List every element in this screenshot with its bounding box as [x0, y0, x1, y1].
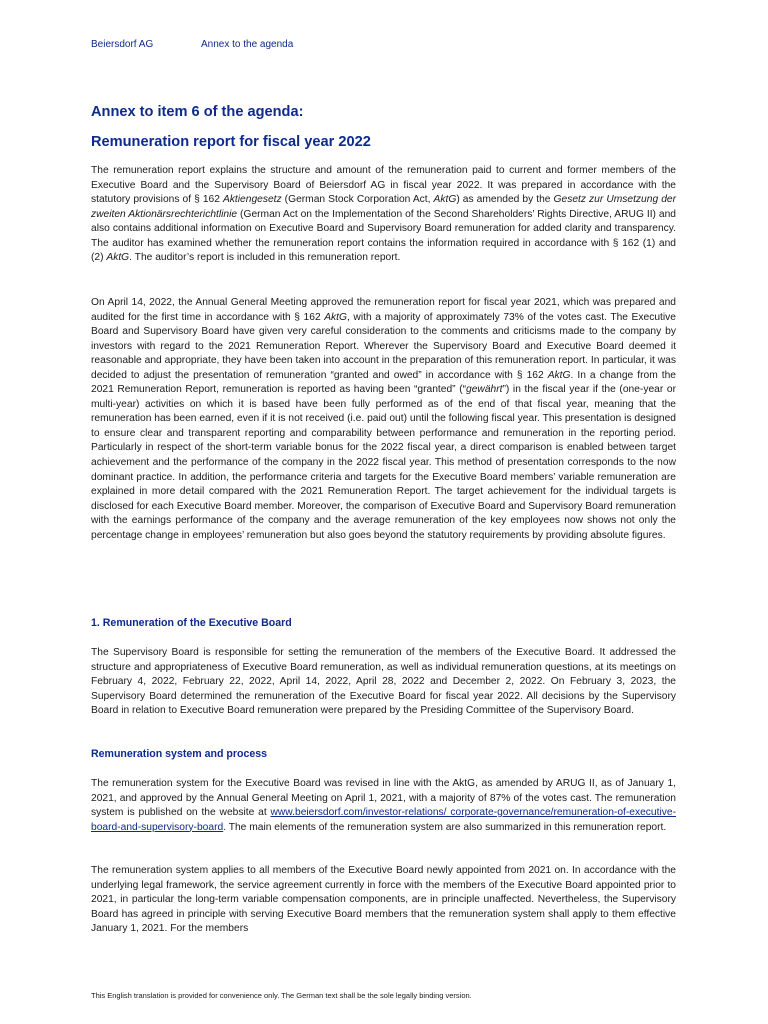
- section-heading: 1. Remuneration of the Executive Board: [91, 617, 292, 629]
- footer-disclaimer: This English translation is provided for convenience only. The German text shall be the sole legally binding version.: [91, 991, 472, 1000]
- text-run: On April 14, 2022, the Annual General Meeting approved the remuneration report for fiscal year 2021, which was prepared and audited for the first time in accordance with § 162: [91, 297, 676, 323]
- applicability-paragraph: The remuneration system applies to all members of the Executive Board newly appointed from 2021 on. In accordance with the underlying legal framework, the service agreement currently in force with the members of the Executive Board appointed prior to 2021, in particular the long-term variable compensation components, are in principle unaffected. Nevertheless, the Supervisory Board has agreed in principle with serving Executive Board members that the remuneration system shall apply to them effective January 1, 2021. For the members: [91, 865, 676, 935]
- remuneration-system-paragraph: [91, 777, 676, 835]
- text-run-italic: AktG: [324, 311, 348, 323]
- link-text[interactable]: corporate-governance/remuneration-of-executive-board-and-supervisory-board: [91, 807, 676, 833]
- text-run: . The main elements of the remuneration system are also summarized in this remuneration report.: [223, 821, 667, 833]
- agm-paragraph: [91, 296, 676, 543]
- supervisory-paragraph: The Supervisory Board is responsible for setting the remuneration of the members of the Executive Board. It addressed the structure and appropriateness of Executive Board remuneration, as well as individual remuneration questions, at its meetings on February 4, 2022, February 22, 2022, April 14, 2022, April 28, 2022 and December 2, 2022. On February 3, 2023, the Supervisory Board determined the remuneration of the Executive Board for fiscal year 2022. All decisions by the Supervisory Board in relation to Executive Board remuneration were prepared by the Presiding Committee of the Supervisory Board.: [91, 647, 676, 717]
- subsection-heading: Remuneration system and process: [91, 748, 268, 760]
- link-text[interactable]: www.beiersdorf.com/investor-relations/: [270, 807, 447, 819]
- text-run-italic: Gesetz zur Umsetzung der zweiten Aktionärsrechterichtlinie: [91, 194, 677, 220]
- text-run: . In a change from the 2021 Remuneration Report, remuneration is reported as having been “granted” (“: [91, 369, 677, 396]
- text-run: The remuneration report explains the structure and amount of the remuneration paid to current and former members of the Executive Board and the Supervisory Board of Beiersdorf AG in fiscal year 2022. It was prepared in accordance with the statutory provisions of § 162: [91, 165, 676, 206]
- page-title: Annex to item 6 of the agenda:: [91, 104, 304, 120]
- text-run: (German Act on the Implementation of the Second Shareholders’ Rights Directive, ARUG II) and also contains additional information on Executive Board and Supervisory Board remuneration for added clarity and transparency. The auditor has examined whether the remuneration report contains the information required in accordance with § 162 (1) and (2): [91, 208, 676, 264]
- text-run-italic: gewährt: [466, 384, 503, 396]
- text-run-italic: Aktiengesetz: [222, 194, 282, 206]
- text-run: , with a majority of approximately 73% of the votes cast. The Executive Board and Supervisory Board have given very careful consideration to the comments and criticisms made to the company by investors with regard to the 2021 Remuneration Report. Wherever the Supervisory Board and Executive Board deemed it reasonable and appropriate, they have been taken into account in the preparation of this remuneration report. In particular, it was decided to adjust the presentation of remuneration “granted and owed” in accordance with § 162: [91, 311, 676, 381]
- text-run-italic: AktG: [106, 252, 130, 264]
- text-run-italic: AktG: [433, 194, 457, 206]
- text-run: ) as amended by the: [456, 194, 554, 206]
- text-run: (German Stock Corporation Act,: [281, 194, 434, 206]
- page-subtitle: Remuneration report for fiscal year 2022: [91, 134, 371, 150]
- text-run: The remuneration system for the Executive Board was revised in line with the AktG, as amended by ARUG II, as of January 1, 2021, and approved by the Annual General Meeting on April 1, 2021, with a majority of 87% of the votes cast. The remuneration system is published on the website at: [91, 778, 676, 819]
- header-section: Annex to the agenda: [201, 39, 294, 50]
- intro-paragraph: [91, 164, 676, 266]
- company-name: Beiersdorf AG: [91, 39, 154, 50]
- text-run: ”) in the fiscal year if the (one-year or multi-year) activities on which it is based have been fully performed as of the end of that fiscal year, meaning that the remuneration has been earned, even if it is not received (i.e. paid out) until the following fiscal year. This presentation is designed to ensure clear and transparent reporting and comparability between performance and remuneration in the reporting period. Particularly in respect of the short-term variable bonus for the 2022 fiscal year, a direct comparison is enabled between target achievement and the performance of the company in the 2022 fiscal year. This method of presentation corresponds to the now dominant practice. In addition, the performance criteria and targets for the Executive Board members’ variable remuneration are explained in more detail compared with the 2021 Remuneration Report. The target achievement for the individual targets is disclosed for each Executive Board member. Moreover, the comparison of Executive Board and Supervisory Board remuneration with the earnings performance of the company and the average remuneration of the key employees now shows not only the percentage change in employees’ remuneration but also goes beyond the statutory requirements by providing absolute figures.: [91, 384, 677, 541]
- text-run-italic: AktG: [547, 369, 571, 381]
- text-run: . The auditor’s report is included in this remuneration report.: [129, 252, 401, 264]
- page-header: [91, 39, 293, 50]
